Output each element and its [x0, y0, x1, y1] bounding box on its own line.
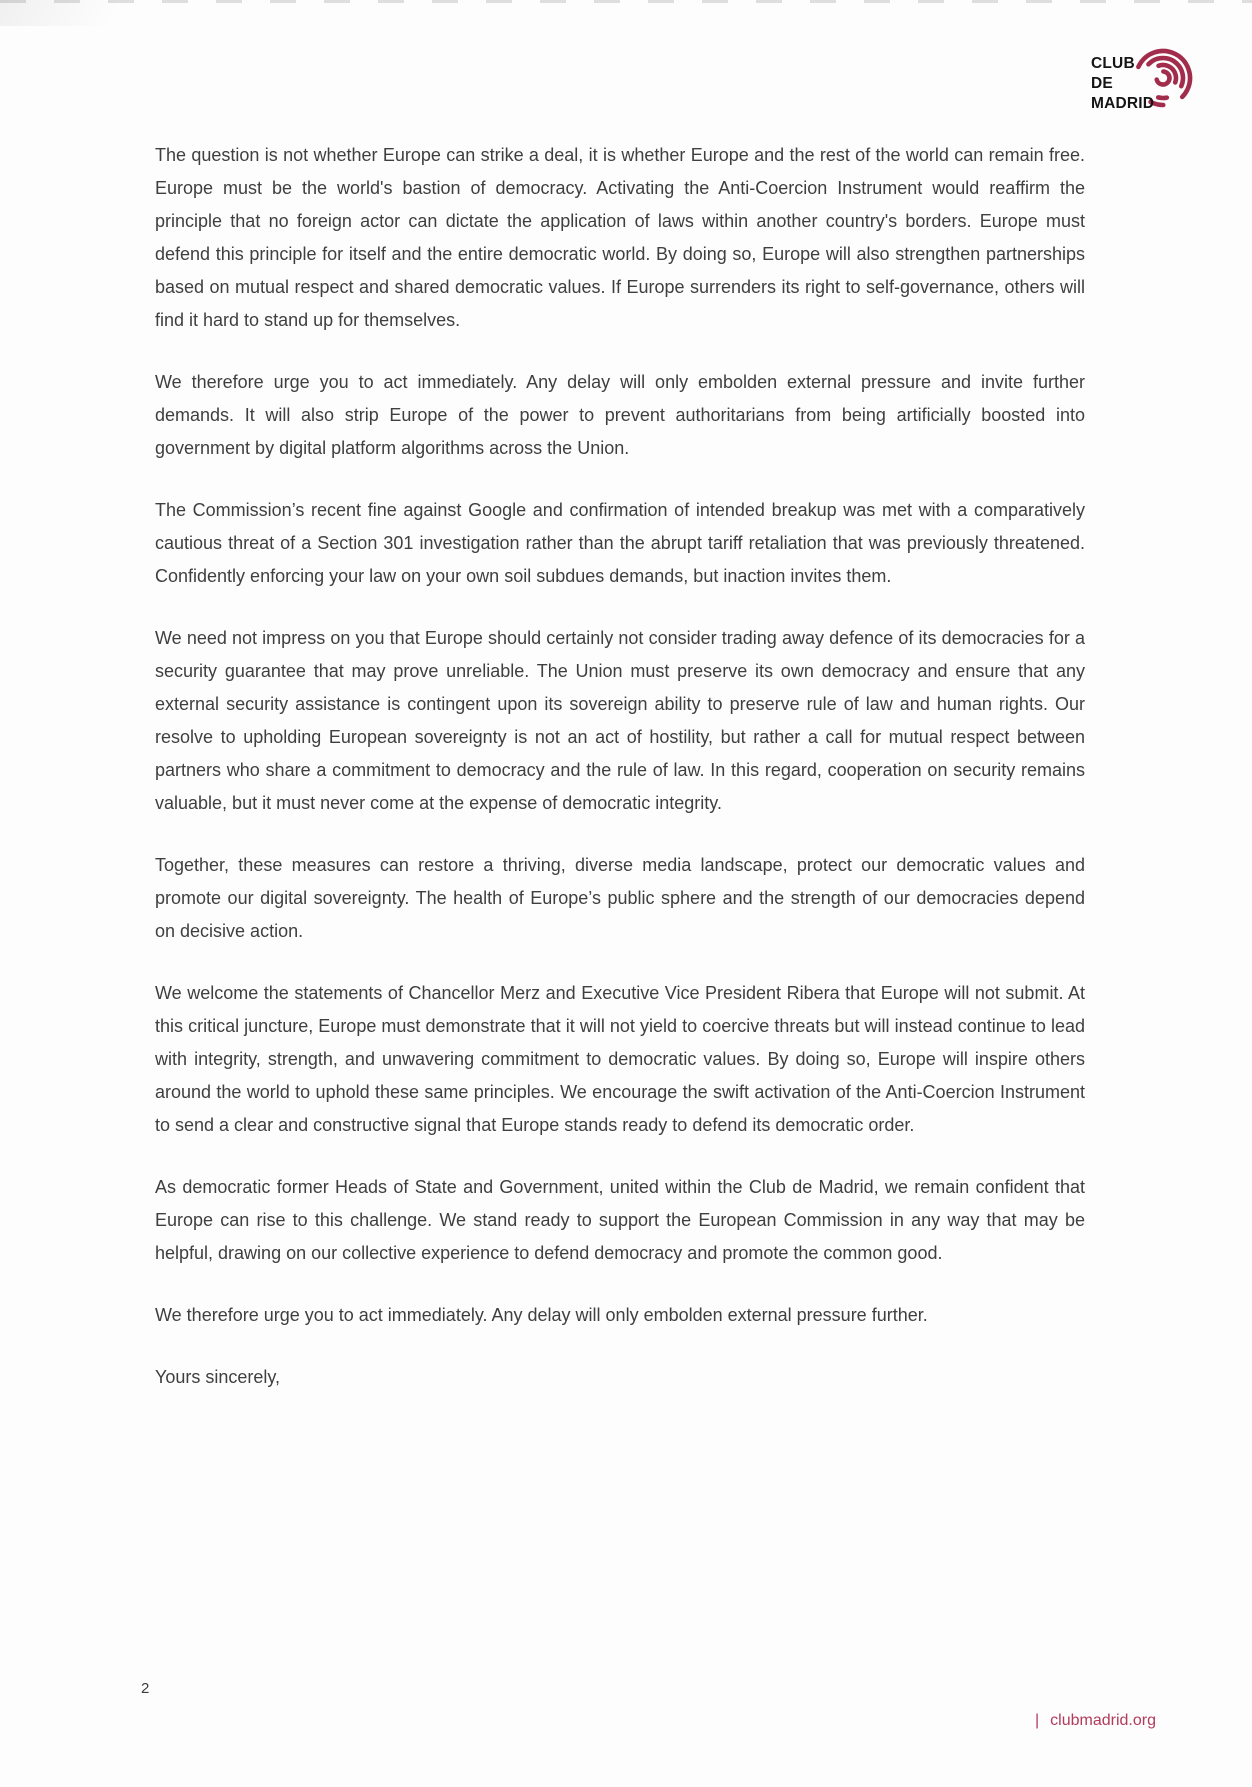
- logo-word-club: CLUB: [1091, 55, 1135, 72]
- logo-wordmark: [1091, 54, 1154, 114]
- logo-word-madrid: MADRID: [1091, 95, 1155, 112]
- footer-separator: |: [1035, 1712, 1040, 1729]
- footer: [1035, 1712, 1156, 1730]
- letter-paragraph: We need not impress on you that Europe should certainly not consider trading away defence of its democracies for a security guarantee that may prove unreliable. The Union must preserve its own democracy and ensure that any external security assistance is contingent upon its sovereign ability to preserve rule of law and human rights. Our resolve to upholding European sovereignty is not an act of hostility, but rather a call for mutual respect between partners who share a commitment to democracy and the rule of law. In this regard, cooperation on security remains valuable, but it must never come at the expense of democratic integrity.: [155, 628, 1085, 813]
- letter-paragraph: We therefore urge you to act immediately. Any delay will only embolden external pressure and invite further demands. It will also strip Europe of the power to prevent authoritarians from being artificially boosted into government by digital platform algorithms across the Union.: [155, 372, 1085, 458]
- page-number: 2: [141, 1680, 150, 1697]
- letter-paragraph: As democratic former Heads of State and Government, united within the Club de Madrid, we remain confident that Europe can rise to this challenge. We stand ready to support the European Commission in any way that may be helpful, drawing on our collective experience to defend democracy and promote the common good.: [155, 1177, 1085, 1263]
- letter-body: [155, 139, 1085, 1423]
- club-de-madrid-logo: [1091, 50, 1211, 120]
- footer-site-link[interactable]: clubmadrid.org: [1050, 1712, 1156, 1729]
- letter-paragraph: We therefore urge you to act immediately. Any delay will only embolden external pressure further.: [155, 1305, 928, 1325]
- letter-paragraph: We welcome the statements of Chancellor Merz and Executive Vice President Ribera that Europe will not submit. At this critical juncture, Europe must demonstrate that it will not yield to coercive threats but will instead continue to lead with integrity, strength, and unwavering commitment to democratic values. By doing so, Europe will inspire others around the world to uphold these same principles. We encourage the swift activation of the Anti-Coercion Instrument to send a clear and constructive signal that Europe stands ready to defend its democratic order.: [155, 983, 1085, 1135]
- logo-word-de: DE: [1091, 75, 1113, 92]
- letter-closing: Yours sincerely,: [155, 1367, 281, 1387]
- letter-paragraph: The Commission’s recent fine against Google and confirmation of intended breakup was met with a comparatively cautious threat of a Section 301 investigation rather than the abrupt tariff retaliation that was previously threatened. Confidently enforcing your law on your own soil subdues demands, but inaction invites them.: [155, 500, 1085, 586]
- scan-artifact-smudge: [0, 0, 210, 26]
- letter-paragraph: The question is not whether Europe can strike a deal, it is whether Europe and the rest of the world can remain free. Europe must be the world's bastion of democracy. Activating the Anti-Coercion Instrument would reaffirm the principle that no foreign actor can dictate the application of laws within another country's borders. Europe must defend this principle for itself and the entire democratic world. By doing so, Europe will also strengthen partnerships based on mutual respect and shared democratic values. If Europe surrenders its right to self-governance, others will find it hard to stand up for themselves.: [155, 145, 1085, 330]
- letter-paragraph: Together, these measures can restore a thriving, diverse media landscape, protect our democratic values and promote our digital sovereignty. The health of Europe’s public sphere and the strength of our democracies depend on decisive action.: [155, 855, 1085, 941]
